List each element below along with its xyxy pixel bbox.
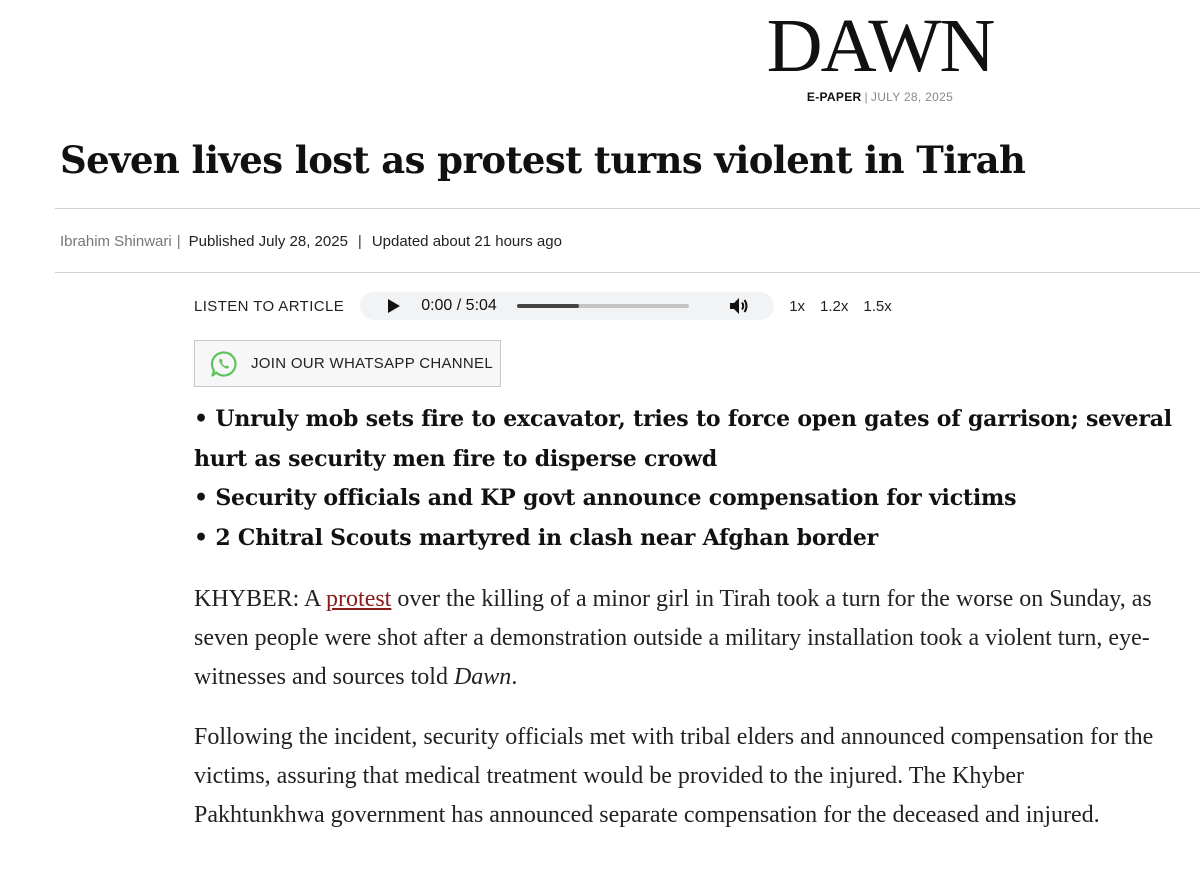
paragraph-text: over the killing of a minor girl in Tirah took a turn for the worse on Sunday, as seven people were shot after a demonstration outside a military installation took a violent turn, eye-witnesses and sources told <box>194 586 1152 690</box>
edition-date: JULY 28, 2025 <box>870 90 954 104</box>
dawn-logo[interactable]: DAWN <box>766 4 994 88</box>
author-link[interactable]: Ibrahim Shinwari <box>60 233 172 250</box>
divider <box>55 208 1200 209</box>
paragraph-text: KHYBER: A <box>194 586 327 612</box>
protest-link[interactable]: protest <box>326 586 392 612</box>
play-icon[interactable] <box>388 299 400 313</box>
article-highlights <box>194 400 1184 558</box>
edition-separator: | <box>864 90 868 104</box>
audio-progress-bar[interactable] <box>517 304 689 308</box>
epaper-link[interactable]: E-PAPER <box>806 90 862 104</box>
article-paragraph <box>194 580 1154 697</box>
highlight-item: • Security officials and KP govt announce compensation for victims <box>194 479 1184 519</box>
highlight-item: • 2 Chitral Scouts martyred in clash near Afghan border <box>194 519 1184 559</box>
masthead <box>760 4 1000 104</box>
whatsapp-icon <box>210 350 238 378</box>
speed-options <box>789 298 892 315</box>
edition-line <box>760 90 1000 104</box>
audio-time: 0:00 / 5:04 <box>421 297 497 314</box>
volume-icon[interactable] <box>728 296 750 316</box>
divider <box>55 272 1200 273</box>
speed-1x-button[interactable]: 1x <box>789 297 806 315</box>
highlight-item: • Unruly mob sets fire to excavator, tries to force open gates of garrison; several hurt as security men fire to disperse crowd <box>194 400 1184 479</box>
audio-progress-fill <box>517 304 579 308</box>
paragraph-text: . <box>511 664 518 690</box>
article-paragraph: Following the incident, security officials met with tribal elders and announced compensation for the victims, assuring that medical treatment would be provided to the injured. The Khyber Pakhtunkhwa government has announced separate compensation for the deceased and injured. <box>194 724 1154 828</box>
published-date: Published July 28, 2025 <box>188 233 348 250</box>
whatsapp-label: JOIN OUR WHATSAPP CHANNEL <box>251 355 493 372</box>
whatsapp-channel-button[interactable] <box>194 340 501 387</box>
audio-player <box>360 292 774 320</box>
audio-row <box>194 292 892 320</box>
source-name: Dawn <box>453 664 512 690</box>
listen-label: LISTEN TO ARTICLE <box>194 297 345 315</box>
byline-separator: | <box>176 233 181 250</box>
updated-time: Updated about 21 hours ago <box>371 233 562 250</box>
article-headline: Seven lives lost as protest turns violent in Tirah <box>60 138 1026 182</box>
byline <box>60 233 562 250</box>
speed-1-5x-button[interactable]: 1.5x <box>863 297 892 315</box>
speed-1-2x-button[interactable]: 1.2x <box>820 297 849 315</box>
byline-separator: | <box>357 233 362 250</box>
